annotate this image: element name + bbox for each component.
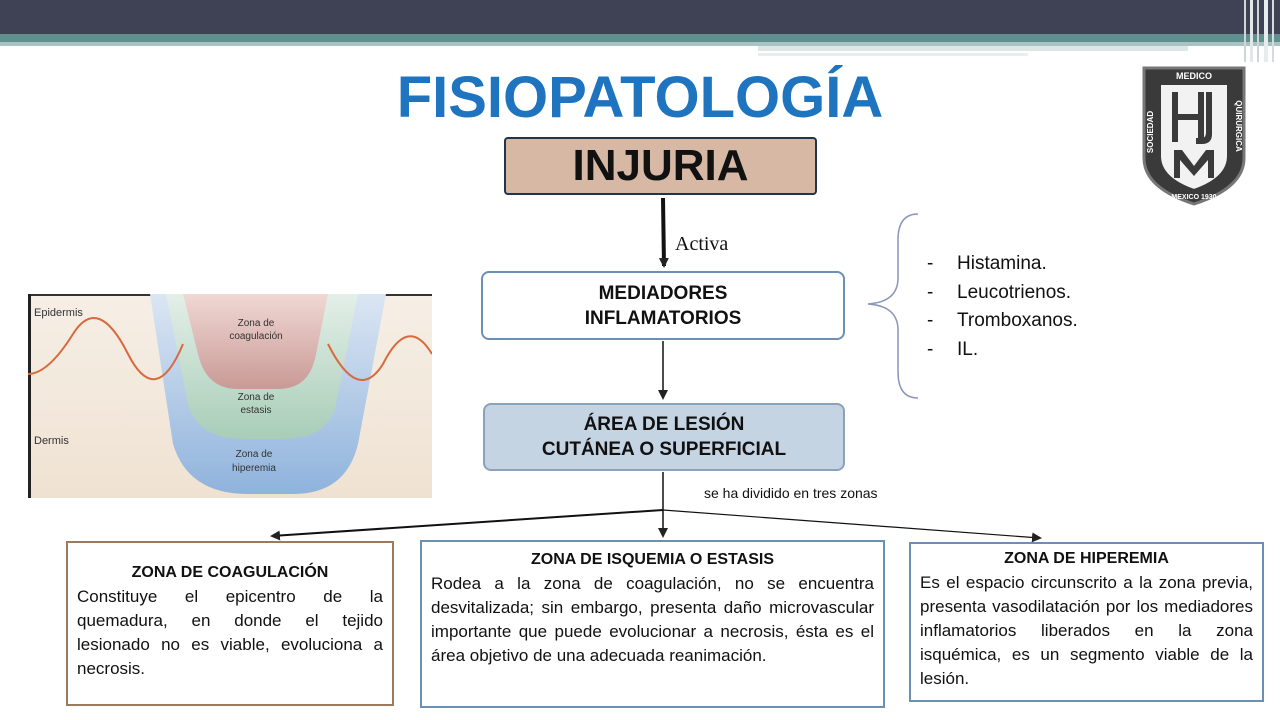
zona-coagulacion-text: Constituye el epicentro de la quemadura, en donde el tejido lesionado no es viable, evoluciona a necrosis. <box>77 587 383 678</box>
injuria-box: INJURIA <box>504 137 817 195</box>
coag-label-2: coagulación <box>229 331 283 342</box>
epidermis-label: Epidermis <box>34 307 83 319</box>
zona-isquemia-text: Rodea a la zona de coagulación, no se encuentra desvitalizada; sin embargo, presenta daño microvascular importante que puede evolucionar a necrosis, ésta es el área objetivo de una adecuada reanimación. <box>431 574 874 665</box>
header-stripe <box>0 34 1280 42</box>
area-line1: ÁREA DE LESIÓN <box>583 414 745 435</box>
mediadores-box <box>481 271 845 340</box>
logo-text-left: SOCIEDAD <box>1146 110 1155 154</box>
page-title: FISIOPATOLOGÍA <box>396 65 884 130</box>
coag-label-1: Zona de <box>237 318 275 329</box>
header-vertical-lines <box>1238 0 1280 62</box>
estasis-label-2: estasis <box>240 405 272 416</box>
activa-label: Activa <box>675 233 729 255</box>
area-lesion-box <box>483 403 845 471</box>
arrow-to-coagulacion <box>272 510 663 536</box>
arrow-injuria-to-mediadores <box>663 198 664 266</box>
hiperemia-label-2: hiperemia <box>232 463 276 474</box>
logo-text-right: QUIRURGICA <box>1234 100 1243 152</box>
zona-hiperemia-text: Es el espacio circunscrito a la zona previa, presenta vasodilatación por los mediadores inflamatorios liberados en la zona isquémica, es un segmento viable de la lesión. <box>920 573 1253 688</box>
estasis-label-1: Zona de <box>237 392 275 403</box>
zona-hiperemia-box <box>909 542 1264 702</box>
zona-coagulacion-box <box>66 541 394 706</box>
dermis-label: Dermis <box>34 435 69 447</box>
logo-text-top: MEDICO <box>1176 71 1212 81</box>
mediator-item: - Histamina. <box>927 250 1078 279</box>
zona-hiperemia-title: ZONA DE HIPEREMIA <box>1004 550 1169 567</box>
mediators-brace <box>868 214 918 398</box>
mediadores-line1: MEDIADORES <box>598 282 728 304</box>
area-line2: CUTÁNEA O SUPERFICIAL <box>541 439 787 460</box>
arrow-to-hiperemia <box>663 510 1040 538</box>
society-logo <box>1140 62 1248 208</box>
mediator-list <box>927 250 1078 364</box>
header-stripe-accent <box>758 46 1188 51</box>
mediadores-line2: INFLAMATORIOS <box>584 307 742 329</box>
zona-isquemia-title: ZONA DE ISQUEMIA O ESTASIS <box>531 551 774 568</box>
header-bar <box>0 0 1280 34</box>
burn-zones-diagram <box>28 294 432 498</box>
mediator-item: - IL. <box>927 336 1078 365</box>
mediator-item: - Leucotrienos. <box>927 279 1078 308</box>
header-stripe-accent-2 <box>758 53 1028 56</box>
zona-isquemia-box <box>420 540 885 708</box>
zona-coagulacion-title: ZONA DE COAGULACIÓN <box>131 564 329 581</box>
hiperemia-label-1: Zona de <box>235 449 273 460</box>
mediator-item: - Tromboxanos. <box>927 307 1078 336</box>
tres-zonas-label: se ha dividido en tres zonas <box>704 485 878 501</box>
logo-text-bottom: MEXICO 1930 <box>1171 194 1217 201</box>
